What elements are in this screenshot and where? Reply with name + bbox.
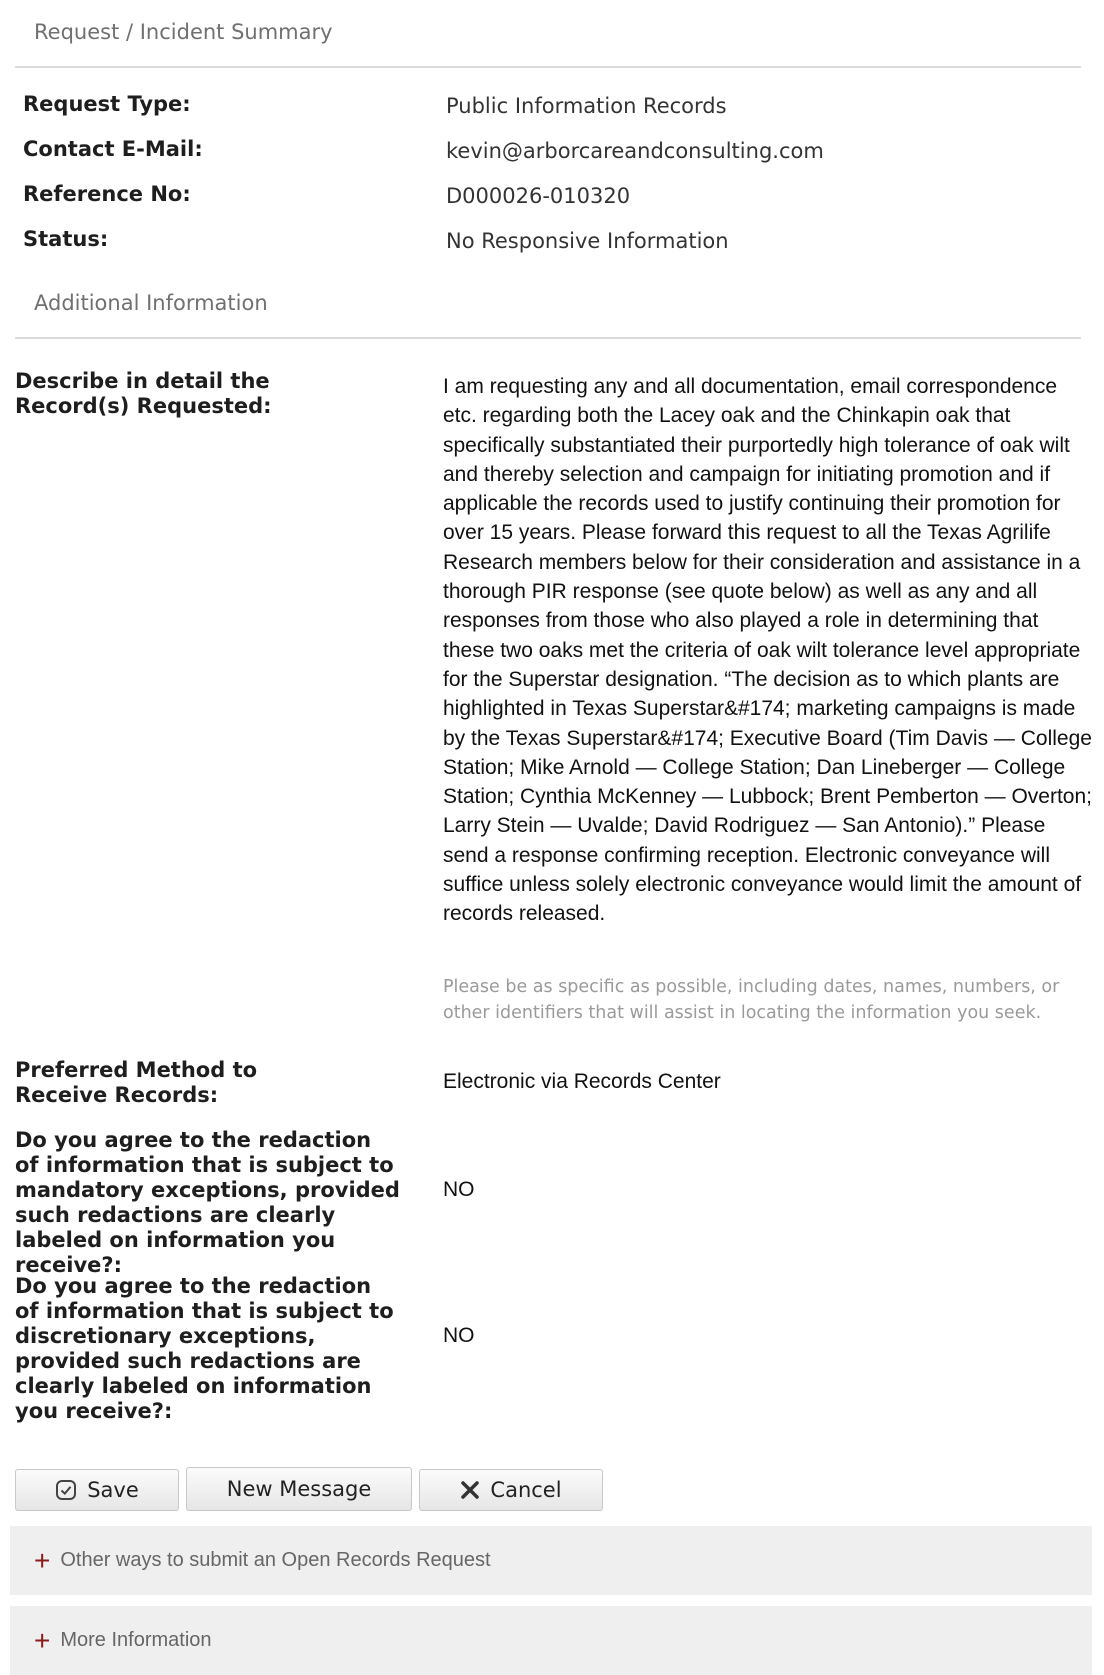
close-icon (460, 1480, 480, 1500)
save-button[interactable] (15, 1469, 179, 1511)
checkbox-icon (55, 1479, 77, 1501)
plus-icon: + (34, 1544, 51, 1576)
request-type-label: Request Type: (23, 92, 191, 116)
records-requested-label: Describe in detail the Record(s) Requested: (15, 369, 272, 418)
discretionary-redaction-value: NO (443, 1324, 475, 1347)
status-value: No Responsive Information (446, 229, 729, 253)
summary-heading: Request / Incident Summary (34, 20, 333, 44)
summary-divider (15, 66, 1081, 68)
cancel-button[interactable] (419, 1469, 603, 1511)
mandatory-redaction-value: NO (443, 1178, 475, 1201)
plus-icon: + (34, 1624, 51, 1656)
other-ways-accordion[interactable] (10, 1526, 1092, 1595)
discretionary-redaction-label: Do you agree to the redaction of information that is subject to discretionary exceptions, provided such redactions are clearly labeled on information you receive?: (15, 1274, 394, 1423)
more-information-accordion[interactable] (10, 1606, 1092, 1675)
other-ways-accordion-label: Other ways to submit an Open Records Request (60, 1549, 491, 1571)
mandatory-redaction-label: Do you agree to the redaction of information that is subject to mandatory exceptions, provided such redactions are clearly labeled on information you receive?: (15, 1128, 400, 1277)
records-requested-value: I am requesting any and all documentation, email correspondence etc. regarding both the Lacey oak and the Chinkapin oak that specifically substantiated their purportedly high tolerance of oak wilt and thereby selection and campaign for initiating promotion and if applicable the records used to justify continuing their promotion for over 15 years. Please forward this request to all the Texas Agrilife Research members below for their consideration and assistance in a thorough PIR response (see quote below) as well as any and all responses from those who also played a role in determining that these two oaks met the criteria of oak wilt tolerance level appropriate for the Superstar designation. “The decision as to which plants are highlighted in Texas Superstar&#174; marketing campaigns is made by the Texas Superstar&#174; Executive Board (Tim Davis — College Station; Mike Arnold — College Station; Dan Lineberger — College Station; Cynthia McKenney — Lubbock; Brent Pemberton — Overton; Larry Stein — Uvalde; David Rodriguez — San Antonio).” Please send a response confirming reception. Electronic conveyance will suffice unless solely electronic conveyance would limit the amount of records released. (443, 375, 1092, 926)
additional-heading: Additional Information (34, 291, 268, 315)
new-message-button[interactable] (186, 1467, 412, 1511)
status-label: Status: (23, 227, 109, 251)
preferred-method-label: Preferred Method to Receive Records: (15, 1058, 258, 1107)
contact-email-value: kevin@arborcareandconsulting.com (446, 139, 824, 163)
reference-no-label: Reference No: (23, 182, 191, 206)
reference-no-value: D000026-010320 (446, 184, 631, 208)
additional-divider (15, 337, 1081, 339)
more-information-accordion-label: More Information (60, 1629, 212, 1651)
records-requested-hint: Please be as specific as possible, including dates, names, numbers, or other identifiers that will assist in locating the information you seek. (443, 977, 1060, 1023)
new-message-button-label: New Message (226, 1477, 372, 1501)
contact-email-label: Contact E-Mail: (23, 137, 203, 161)
preferred-method-value: Electronic via Records Center (443, 1070, 721, 1093)
request-type-value: Public Information Records (446, 94, 727, 118)
save-button-label: Save (87, 1478, 139, 1502)
cancel-button-label: Cancel (490, 1478, 562, 1502)
